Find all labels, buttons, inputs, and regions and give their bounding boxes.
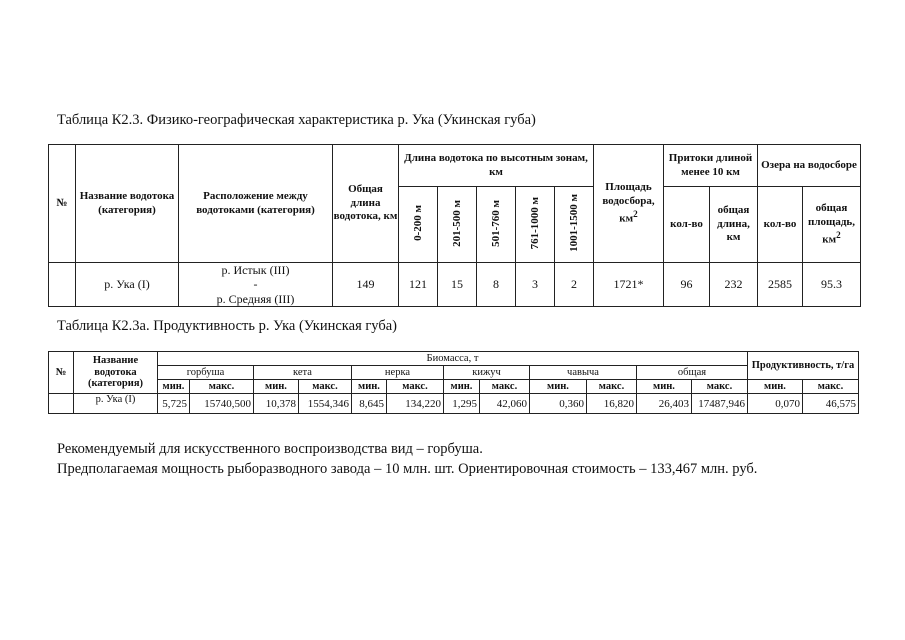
row-value: 17487,946 (692, 394, 748, 414)
species-chavycha: чавыча (530, 366, 637, 380)
row-value: 26,403 (637, 394, 692, 414)
header-lakes-area: общая площадь, $км^2$ (803, 187, 861, 263)
header-area: Площадь водосбора, $км^2$ (594, 145, 664, 263)
header-min: мин. (637, 380, 692, 394)
row-length: 149 (333, 263, 399, 307)
header-max: макс. (387, 380, 444, 394)
zone-201-500: 201-500 м (438, 187, 477, 263)
table-row (49, 263, 861, 307)
header-location: Расположение между водотоками (категория) (179, 145, 333, 263)
header-zones: Длина водотока по высотным зонам, км (399, 145, 594, 187)
row-value: 16,820 (587, 394, 637, 414)
header-trib-count: кол-во (664, 187, 710, 263)
header-length: Общая длина водотока, км (333, 145, 399, 263)
header-tributaries: Притоки длиной менее 10 км (664, 145, 758, 187)
row-zone: 3 (516, 263, 555, 307)
header-min: мин. (158, 380, 190, 394)
row-value: 0,360 (530, 394, 587, 414)
row-location (179, 263, 333, 307)
recommendation-note: Рекомендуемый для искусственного воспроизводства вид – горбуша. (57, 441, 483, 457)
location-dash: - (253, 277, 258, 292)
table1-caption: Таблица К2.3. Физико-географическая характеристика р. Ука (Укинская губа) (57, 112, 536, 128)
row-value: 0,070 (748, 394, 803, 414)
row-value: 8,645 (352, 394, 387, 414)
row-value: 46,575 (803, 394, 859, 414)
row-zone: 121 (399, 263, 438, 307)
row-trib-length: 232 (710, 263, 758, 307)
header-biomass: Биомасса, т (158, 352, 748, 366)
row-name: р. Ука (I) (74, 394, 158, 414)
row-zone: 15 (438, 263, 477, 307)
row-lakes-count: 2585 (758, 263, 803, 307)
header-num: № (49, 145, 76, 263)
row-lakes-area: 95.3 (803, 263, 861, 307)
row-zone: 2 (555, 263, 594, 307)
species-keta: кета (254, 366, 352, 380)
productivity-table (48, 351, 859, 414)
table-row (49, 394, 859, 414)
zone-0-200: 0-200 м (399, 187, 438, 263)
row-value: 42,060 (480, 394, 530, 414)
capacity-note: Предполагаемая мощность рыборазводного завода – 10 млн. шт. Ориентировочная стоимость – 133,467 млн. руб. (57, 461, 758, 477)
species-gorbusha: горбуша (158, 366, 254, 380)
header-max: макс. (190, 380, 254, 394)
header-min: мин. (352, 380, 387, 394)
location-bottom: р. Средняя (III) (216, 291, 295, 306)
species-nerka: нерка (352, 366, 444, 380)
row-name: р. Ука (I) (76, 263, 179, 307)
header-productivity: Продуктивность, т/га (748, 352, 859, 380)
zone-761-1000: 761-1000 м (516, 187, 555, 263)
row-area: 1721* (594, 263, 664, 307)
header-name: Название водотока (категория) (76, 145, 179, 263)
row-value: 5,725 (158, 394, 190, 414)
row-value: 15740,500 (190, 394, 254, 414)
zone-501-760: 501-760 м (477, 187, 516, 263)
header-max: макс. (299, 380, 352, 394)
header-max: макс. (692, 380, 748, 394)
header-max: макс. (587, 380, 637, 394)
physical-geography-table (48, 144, 861, 307)
header-max: макс. (480, 380, 530, 394)
header-name: Название водотока (категория) (74, 352, 158, 394)
location-top: р. Истык (III) (221, 263, 290, 277)
header-max: макс. (803, 380, 859, 394)
row-value: 134,220 (387, 394, 444, 414)
row-zone: 8 (477, 263, 516, 307)
table2-caption: Таблица К2.3а. Продуктивность р. Ука (Укинская губа) (57, 318, 398, 334)
row-num (49, 394, 74, 414)
header-num: № (49, 352, 74, 394)
header-min: мин. (444, 380, 480, 394)
header-min: мин. (254, 380, 299, 394)
row-trib-count: 96 (664, 263, 710, 307)
header-lakes-count: кол-во (758, 187, 803, 263)
row-value: 10,378 (254, 394, 299, 414)
header-lakes: Озера на водосборе (758, 145, 861, 187)
row-num (49, 263, 76, 307)
row-value: 1554,346 (299, 394, 352, 414)
species-kizhuch: кижуч (444, 366, 530, 380)
row-value: 1,295 (444, 394, 480, 414)
header-min: мин. (530, 380, 587, 394)
header-min: мин. (748, 380, 803, 394)
header-trib-length: общая длина, км (710, 187, 758, 263)
species-total: общая (637, 366, 748, 380)
zone-1001-1500: 1001-1500 м (555, 187, 594, 263)
